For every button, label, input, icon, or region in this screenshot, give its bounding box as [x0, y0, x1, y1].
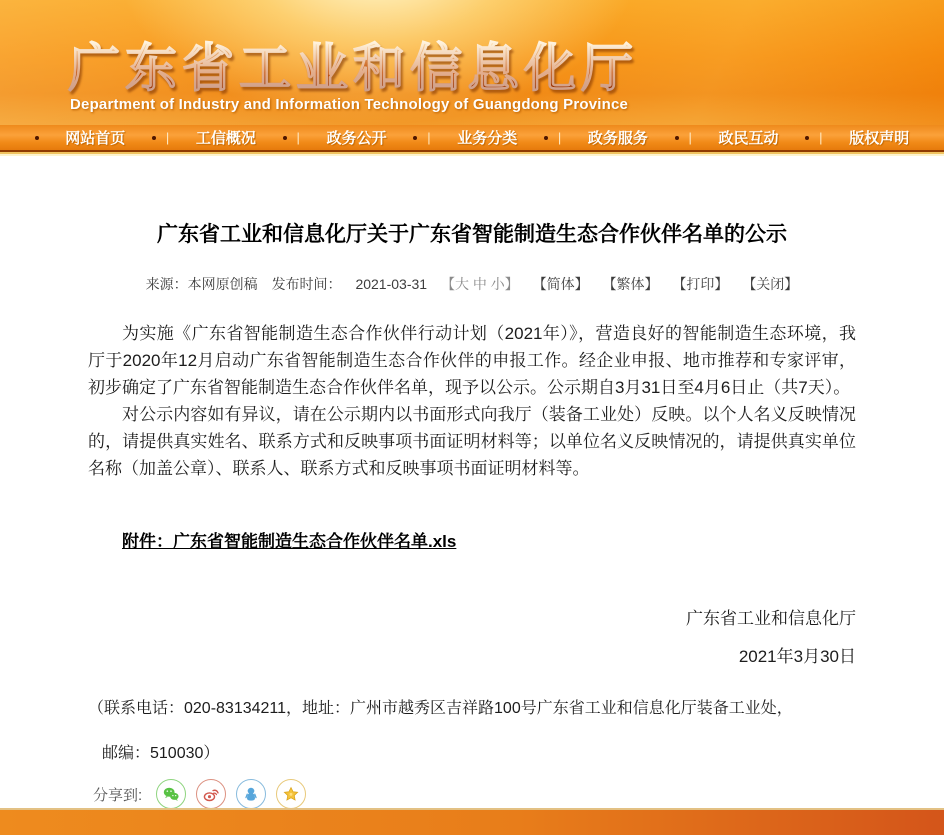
- meta-source: 来源：本网原创稿: [145, 276, 258, 292]
- main-nav: [0, 125, 944, 152]
- nav-item-copyright[interactable]: 版权声明: [849, 130, 910, 147]
- qq-icon: [242, 785, 260, 803]
- nav-dot-icon: [152, 136, 156, 140]
- nav-dot-icon: [675, 136, 679, 140]
- weibo-share-button[interactable]: [196, 779, 226, 809]
- nav-dot-icon: [544, 136, 548, 140]
- nav-separator: |: [283, 130, 300, 145]
- nav-separator: |: [805, 130, 822, 145]
- signature: 广东省工业和信息化厅: [686, 609, 856, 628]
- paragraph: 对公示内容如有异议，请在公示期内以书面形式向我厅（装备工业处）反映。以个人名义反映情况的，请提供真实姓名、联系方式和反映事项书面证明材料等；以单位名义反映情况的，请提供真实单位名称（加盖公章）、联系人、联系方式和反映事项书面证明材料等。: [88, 405, 856, 478]
- page-title: 广东省工业和信息化厅关于广东省智能制造生态合作伙伴名单的公示: [157, 223, 787, 246]
- nav-separator: |: [413, 130, 430, 145]
- attachment-link[interactable]: 附件：广东省智能制造生态合作伙伴名单.xls: [122, 532, 457, 551]
- signature-date: 2021年3月30日: [738, 647, 856, 666]
- print-button[interactable]: 【打印】: [672, 276, 729, 292]
- nav-dot-icon: [283, 136, 287, 140]
- paragraph: 为实施《广东省智能制造生态合作伙伴行动计划（2021年）》，营造良好的智能制造生态环境，我厅于2020年12月启动广东省智能制造生态合作伙伴的申报工作。经企业申报、地市推荐和专家评审，初步确定了广东省智能制造生态合作伙伴名单，现予以公示。公示期自3月31日至4月6日止（共7天）。: [88, 324, 856, 397]
- nav-dot-icon: [413, 136, 417, 140]
- nav-item-interaction[interactable]: 政民互动: [718, 130, 779, 147]
- nav-separator: |: [152, 130, 169, 145]
- nav-separator: |: [675, 130, 692, 145]
- traditional-button[interactable]: 【繁体】: [602, 276, 659, 292]
- simplified-button[interactable]: 【简体】: [532, 276, 589, 292]
- nav-item-business[interactable]: 业务分类: [457, 130, 518, 147]
- wechat-icon: [162, 785, 180, 803]
- site-footer: [0, 808, 944, 835]
- star-icon: [282, 785, 300, 803]
- nav-item-gov-affairs[interactable]: 政务公开: [326, 130, 387, 147]
- nav-item-services[interactable]: 政务服务: [587, 130, 648, 147]
- article-meta: [88, 274, 856, 294]
- qq-share-button[interactable]: [236, 779, 266, 809]
- nav-dot-icon: [805, 136, 809, 140]
- contact-info-line2: 邮编：510030）: [102, 745, 220, 762]
- nav-separator: |: [544, 130, 561, 145]
- article-body: [88, 320, 856, 482]
- nav-underline-light: [0, 154, 944, 156]
- nav-item-overview[interactable]: 工信概况: [195, 130, 256, 147]
- contact-info-line1: （联系电话：020-83134211，地址：广州市越秀区吉祥路100号广东省工业和信息化厅装备工业处，: [88, 700, 793, 717]
- nav-item-home[interactable]: 网站首页: [65, 130, 126, 147]
- attachment-line: [88, 527, 856, 552]
- wechat-share-button[interactable]: [156, 779, 186, 809]
- article: [0, 220, 944, 809]
- share-bar: [88, 779, 856, 809]
- favorite-share-button[interactable]: [276, 779, 306, 809]
- site-subtitle: Department of Industry and Information Technology of Guangdong Province: [70, 96, 629, 113]
- close-button[interactable]: 【关闭】: [742, 276, 799, 292]
- weibo-icon: [202, 785, 220, 803]
- site-title: 广东省工业和信息化厅: [68, 26, 638, 101]
- share-label: 分享到:: [93, 786, 143, 804]
- nav-dot-icon: [35, 136, 39, 140]
- meta-publish-date: 2021-03-31: [355, 276, 428, 292]
- meta-publish-label: 发布时间：: [271, 276, 342, 292]
- site-header: [0, 0, 944, 125]
- font-size-control[interactable]: 【大 中 小】: [440, 276, 519, 292]
